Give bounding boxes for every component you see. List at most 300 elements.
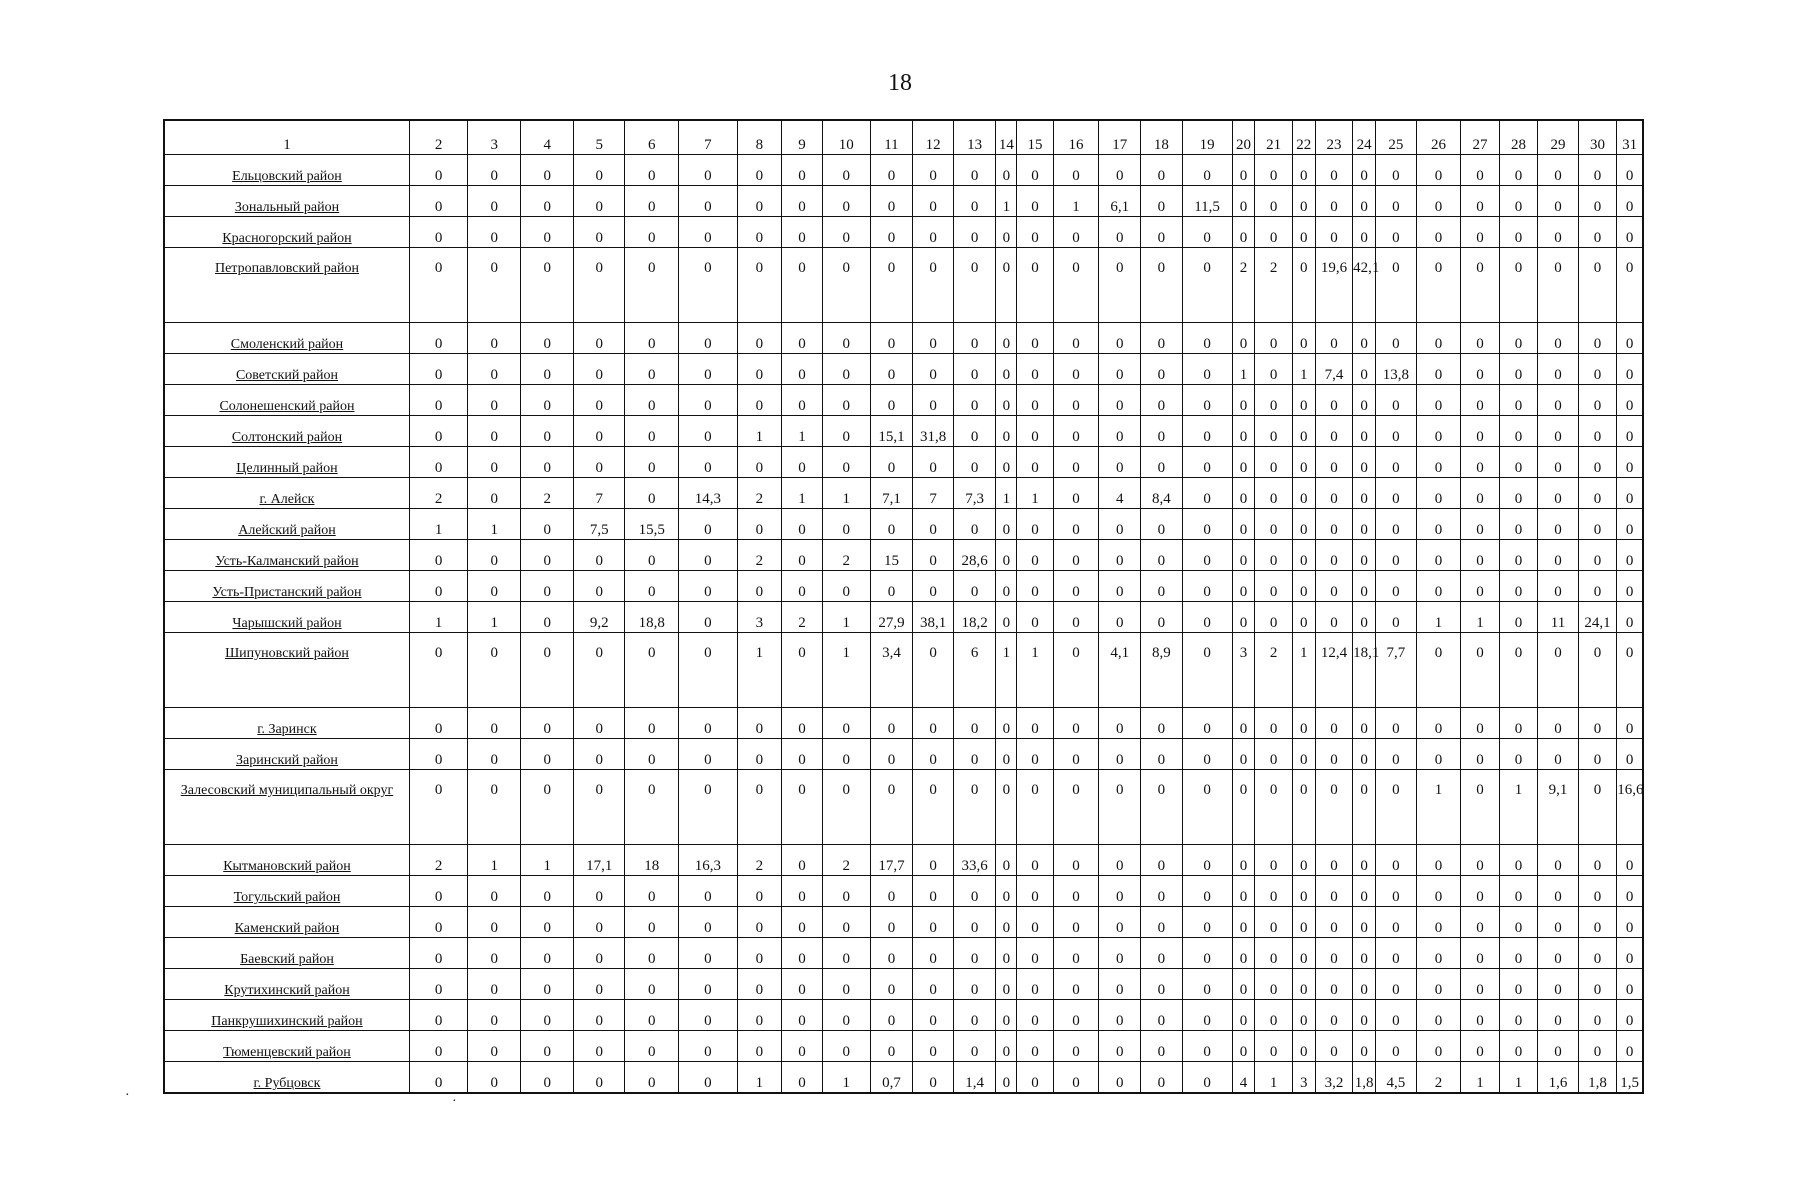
value-cell: 0 bbox=[679, 354, 737, 385]
value-cell: 0 bbox=[1053, 1062, 1099, 1094]
value-cell: 0 bbox=[1182, 770, 1232, 845]
table-row bbox=[164, 907, 1643, 938]
value-cell: 0 bbox=[1099, 907, 1141, 938]
table-row bbox=[164, 1031, 1643, 1062]
value-cell: 0 bbox=[1017, 447, 1053, 478]
page-number: 18 bbox=[888, 70, 912, 96]
value-cell: 0 bbox=[1017, 571, 1053, 602]
value-cell: 0 bbox=[1053, 540, 1099, 571]
value-cell: 0 bbox=[1053, 739, 1099, 770]
value-cell: 0 bbox=[1232, 845, 1255, 876]
value-cell: 0 bbox=[1099, 540, 1141, 571]
value-cell: 0 bbox=[574, 248, 625, 323]
value-cell: 0 bbox=[625, 416, 679, 447]
district-name-cell: Крутихинский район bbox=[164, 969, 409, 1000]
value-cell: 0 bbox=[782, 447, 823, 478]
value-cell: 0 bbox=[468, 354, 521, 385]
value-cell: 0 bbox=[1416, 248, 1461, 323]
value-cell: 0 bbox=[1099, 416, 1141, 447]
value-cell: 0 bbox=[679, 633, 737, 708]
value-cell: 1 bbox=[996, 633, 1017, 708]
value-cell: 0 bbox=[1182, 540, 1232, 571]
value-cell: 0 bbox=[1315, 540, 1352, 571]
value-cell: 0 bbox=[737, 907, 782, 938]
value-cell: 0 bbox=[1353, 770, 1376, 845]
value-cell: 0 bbox=[1141, 602, 1183, 633]
value-cell: 0 bbox=[1416, 708, 1461, 739]
value-cell: 0 bbox=[1099, 217, 1141, 248]
value-cell: 0 bbox=[1416, 969, 1461, 1000]
district-name-cell: Кытмановский район bbox=[164, 845, 409, 876]
value-cell: 0 bbox=[1232, 876, 1255, 907]
value-cell: 0 bbox=[1416, 186, 1461, 217]
value-cell: 1 bbox=[822, 602, 870, 633]
value-cell: 0 bbox=[1315, 1000, 1352, 1031]
district-name-cell: Залесовский муниципальный округ bbox=[164, 770, 409, 845]
district-name-cell: Солонешенский район bbox=[164, 385, 409, 416]
value-cell: 0 bbox=[1353, 1031, 1376, 1062]
table-row bbox=[164, 1000, 1643, 1031]
value-cell: 0 bbox=[468, 155, 521, 186]
value-cell: 0 bbox=[1292, 845, 1315, 876]
value-cell: 0 bbox=[1255, 385, 1292, 416]
value-cell: 0 bbox=[1017, 217, 1053, 248]
value-cell: 4 bbox=[1232, 1062, 1255, 1094]
value-cell: 0 bbox=[625, 633, 679, 708]
value-cell: 0 bbox=[1617, 907, 1643, 938]
value-cell: 0 bbox=[996, 509, 1017, 540]
value-cell: 0 bbox=[521, 571, 574, 602]
value-cell: 0 bbox=[1461, 416, 1499, 447]
value-cell: 0 bbox=[1416, 938, 1461, 969]
value-cell: 1,6 bbox=[1538, 1062, 1579, 1094]
table-row bbox=[164, 770, 1643, 845]
value-cell: 0 bbox=[1017, 876, 1053, 907]
value-cell: 0 bbox=[625, 248, 679, 323]
value-cell: 0 bbox=[409, 770, 467, 845]
value-cell: 0 bbox=[1053, 1031, 1099, 1062]
value-cell: 7 bbox=[574, 478, 625, 509]
value-cell: 0 bbox=[822, 1031, 870, 1062]
value-cell: 0 bbox=[1617, 478, 1643, 509]
value-cell: 0 bbox=[468, 708, 521, 739]
value-cell: 0 bbox=[468, 248, 521, 323]
value-cell: 0 bbox=[1255, 571, 1292, 602]
column-header: 2 bbox=[409, 120, 467, 155]
value-cell: 0 bbox=[913, 447, 954, 478]
value-cell: 0 bbox=[409, 633, 467, 708]
value-cell: 0 bbox=[679, 540, 737, 571]
value-cell: 0 bbox=[574, 1031, 625, 1062]
value-cell: 0 bbox=[1376, 708, 1417, 739]
column-header: 10 bbox=[822, 120, 870, 155]
value-cell: 0 bbox=[1376, 739, 1417, 770]
value-cell: 0 bbox=[1292, 509, 1315, 540]
column-header: 27 bbox=[1461, 120, 1499, 155]
value-cell: 0 bbox=[1053, 907, 1099, 938]
value-cell: 0 bbox=[1315, 739, 1352, 770]
table-row bbox=[164, 938, 1643, 969]
value-cell: 0 bbox=[1053, 602, 1099, 633]
value-cell: 0 bbox=[1292, 186, 1315, 217]
value-cell: 0 bbox=[1416, 509, 1461, 540]
district-name-cell: г. Заринск bbox=[164, 708, 409, 739]
value-cell: 0 bbox=[913, 354, 954, 385]
table-row bbox=[164, 602, 1643, 633]
column-header: 17 bbox=[1099, 120, 1141, 155]
value-cell: 0 bbox=[1416, 354, 1461, 385]
value-cell: 0 bbox=[1461, 354, 1499, 385]
value-cell: 0 bbox=[409, 217, 467, 248]
value-cell: 16,6 bbox=[1617, 770, 1643, 845]
value-cell: 0 bbox=[996, 739, 1017, 770]
district-name-cell: Шипуновский район bbox=[164, 633, 409, 708]
value-cell: 0 bbox=[1578, 571, 1616, 602]
value-cell: 0 bbox=[1617, 385, 1643, 416]
value-cell: 4,5 bbox=[1376, 1062, 1417, 1094]
value-cell: 0 bbox=[1017, 509, 1053, 540]
district-name-cell: Зональный район bbox=[164, 186, 409, 217]
value-cell: 1,5 bbox=[1617, 1062, 1643, 1094]
value-cell: 0 bbox=[574, 447, 625, 478]
value-cell: 0 bbox=[521, 876, 574, 907]
value-cell: 7 bbox=[913, 478, 954, 509]
table-row bbox=[164, 478, 1643, 509]
value-cell: 0 bbox=[1353, 354, 1376, 385]
value-cell: 0 bbox=[782, 969, 823, 1000]
value-cell: 0 bbox=[782, 571, 823, 602]
value-cell: 0 bbox=[625, 938, 679, 969]
value-cell: 0 bbox=[468, 447, 521, 478]
scan-speck: · bbox=[452, 1094, 457, 1109]
value-cell: 0 bbox=[1617, 571, 1643, 602]
value-cell: 0 bbox=[1461, 1000, 1499, 1031]
value-cell: 0 bbox=[996, 354, 1017, 385]
value-cell: 0 bbox=[1141, 354, 1183, 385]
value-cell: 0 bbox=[1617, 845, 1643, 876]
value-cell: 0 bbox=[409, 323, 467, 354]
value-cell: 0 bbox=[1141, 509, 1183, 540]
value-cell: 0 bbox=[996, 907, 1017, 938]
value-cell: 0 bbox=[521, 155, 574, 186]
value-cell: 9,1 bbox=[1538, 770, 1579, 845]
value-cell: 0 bbox=[1232, 1000, 1255, 1031]
value-cell: 11 bbox=[1538, 602, 1579, 633]
value-cell: 0 bbox=[1141, 416, 1183, 447]
value-cell: 0 bbox=[1232, 217, 1255, 248]
value-cell: 0 bbox=[1499, 739, 1537, 770]
column-header: 1 bbox=[164, 120, 409, 155]
value-cell: 0 bbox=[1182, 478, 1232, 509]
value-cell: 13,8 bbox=[1376, 354, 1417, 385]
column-header: 8 bbox=[737, 120, 782, 155]
value-cell: 0 bbox=[822, 571, 870, 602]
value-cell: 0 bbox=[574, 323, 625, 354]
value-cell: 0 bbox=[679, 217, 737, 248]
value-cell: 0 bbox=[822, 1000, 870, 1031]
value-cell: 6,1 bbox=[1099, 186, 1141, 217]
value-cell: 0 bbox=[1017, 354, 1053, 385]
value-cell: 0 bbox=[1017, 1062, 1053, 1094]
value-cell: 0 bbox=[625, 1062, 679, 1094]
value-cell: 0 bbox=[521, 416, 574, 447]
value-cell: 1 bbox=[1499, 770, 1537, 845]
value-cell: 0 bbox=[468, 907, 521, 938]
value-cell: 0 bbox=[468, 969, 521, 1000]
column-header: 18 bbox=[1141, 120, 1183, 155]
value-cell: 0 bbox=[1353, 1000, 1376, 1031]
value-cell: 0 bbox=[737, 770, 782, 845]
value-cell: 0 bbox=[521, 633, 574, 708]
column-header: 28 bbox=[1499, 120, 1537, 155]
value-cell: 0 bbox=[1416, 845, 1461, 876]
value-cell: 18,8 bbox=[625, 602, 679, 633]
value-cell: 0 bbox=[1461, 708, 1499, 739]
value-cell: 0 bbox=[1182, 509, 1232, 540]
value-cell: 0 bbox=[996, 938, 1017, 969]
value-cell: 0 bbox=[1099, 708, 1141, 739]
value-cell: 0 bbox=[1182, 155, 1232, 186]
scan-speck: · bbox=[125, 1088, 130, 1103]
value-cell: 0 bbox=[1538, 938, 1579, 969]
value-cell: 0 bbox=[679, 770, 737, 845]
value-cell: 0 bbox=[468, 1031, 521, 1062]
value-cell: 0 bbox=[1099, 770, 1141, 845]
column-header: 30 bbox=[1578, 120, 1616, 155]
value-cell: 0 bbox=[1017, 1031, 1053, 1062]
value-cell: 0 bbox=[1353, 571, 1376, 602]
value-cell: 1 bbox=[1292, 633, 1315, 708]
value-cell: 0 bbox=[1353, 416, 1376, 447]
value-cell: 0 bbox=[1461, 385, 1499, 416]
column-header: 26 bbox=[1416, 120, 1461, 155]
value-cell: 0 bbox=[737, 571, 782, 602]
district-name-cell: Петропавловский район bbox=[164, 248, 409, 323]
value-cell: 0 bbox=[679, 739, 737, 770]
district-name-cell: Панкрушихинский район bbox=[164, 1000, 409, 1031]
value-cell: 0 bbox=[737, 248, 782, 323]
value-cell: 0 bbox=[1578, 708, 1616, 739]
value-cell: 0 bbox=[1376, 770, 1417, 845]
value-cell: 0 bbox=[1017, 323, 1053, 354]
value-cell: 0 bbox=[737, 447, 782, 478]
value-cell: 0 bbox=[1292, 447, 1315, 478]
value-cell: 0 bbox=[1141, 708, 1183, 739]
value-cell: 0 bbox=[521, 1000, 574, 1031]
value-cell: 0 bbox=[913, 907, 954, 938]
value-cell: 0 bbox=[913, 938, 954, 969]
value-cell: 0 bbox=[1461, 571, 1499, 602]
value-cell: 0 bbox=[1315, 907, 1352, 938]
value-cell: 0 bbox=[1617, 248, 1643, 323]
value-cell: 0 bbox=[409, 540, 467, 571]
district-name-cell: Алейский район bbox=[164, 509, 409, 540]
value-cell: 0 bbox=[1578, 845, 1616, 876]
value-cell: 0 bbox=[822, 323, 870, 354]
value-cell: 0 bbox=[1578, 155, 1616, 186]
value-cell: 0 bbox=[1017, 739, 1053, 770]
value-cell: 0 bbox=[782, 1062, 823, 1094]
value-cell: 0 bbox=[468, 385, 521, 416]
value-cell: 0 bbox=[1053, 633, 1099, 708]
table-row bbox=[164, 385, 1643, 416]
value-cell: 0 bbox=[737, 708, 782, 739]
value-cell: 0 bbox=[1053, 571, 1099, 602]
value-cell: 0 bbox=[1353, 217, 1376, 248]
value-cell: 0 bbox=[1617, 217, 1643, 248]
value-cell: 0 bbox=[1461, 248, 1499, 323]
value-cell: 0 bbox=[1292, 602, 1315, 633]
value-cell: 0 bbox=[1315, 186, 1352, 217]
value-cell: 0 bbox=[521, 602, 574, 633]
value-cell: 0 bbox=[1353, 708, 1376, 739]
value-cell: 0 bbox=[953, 708, 996, 739]
value-cell: 0 bbox=[1461, 1031, 1499, 1062]
value-cell: 0 bbox=[1461, 876, 1499, 907]
value-cell: 0 bbox=[1376, 385, 1417, 416]
value-cell: 0 bbox=[737, 385, 782, 416]
value-cell: 0 bbox=[1232, 540, 1255, 571]
value-cell: 0 bbox=[953, 1031, 996, 1062]
value-cell: 0 bbox=[913, 1031, 954, 1062]
column-header: 4 bbox=[521, 120, 574, 155]
value-cell: 0 bbox=[1099, 938, 1141, 969]
value-cell: 0 bbox=[1416, 540, 1461, 571]
table-row bbox=[164, 416, 1643, 447]
value-cell: 0 bbox=[1099, 1000, 1141, 1031]
value-cell: 1 bbox=[468, 509, 521, 540]
value-cell: 0 bbox=[468, 770, 521, 845]
value-cell: 0 bbox=[822, 248, 870, 323]
value-cell: 0 bbox=[870, 907, 913, 938]
value-cell: 0 bbox=[1141, 385, 1183, 416]
value-cell: 0 bbox=[913, 1062, 954, 1094]
value-cell: 0 bbox=[1292, 1000, 1315, 1031]
value-cell: 0 bbox=[870, 938, 913, 969]
column-header: 23 bbox=[1315, 120, 1352, 155]
value-cell: 0 bbox=[409, 354, 467, 385]
value-cell: 0 bbox=[953, 739, 996, 770]
table-row bbox=[164, 217, 1643, 248]
value-cell: 2 bbox=[1255, 248, 1292, 323]
value-cell: 0 bbox=[1499, 708, 1537, 739]
value-cell: 0 bbox=[1461, 217, 1499, 248]
value-cell: 0 bbox=[625, 217, 679, 248]
value-cell: 0 bbox=[1353, 876, 1376, 907]
value-cell: 0 bbox=[1499, 602, 1537, 633]
value-cell: 0 bbox=[1232, 323, 1255, 354]
value-cell: 0 bbox=[1182, 633, 1232, 708]
value-cell: 0,7 bbox=[870, 1062, 913, 1094]
district-name-cell: Тогульский район bbox=[164, 876, 409, 907]
value-cell: 1 bbox=[782, 416, 823, 447]
value-cell: 0 bbox=[409, 708, 467, 739]
value-cell: 0 bbox=[521, 739, 574, 770]
value-cell: 0 bbox=[1292, 1031, 1315, 1062]
column-header: 5 bbox=[574, 120, 625, 155]
value-cell: 0 bbox=[1315, 708, 1352, 739]
value-cell: 11,5 bbox=[1182, 186, 1232, 217]
value-cell: 0 bbox=[953, 969, 996, 1000]
value-cell: 0 bbox=[1315, 509, 1352, 540]
value-cell: 0 bbox=[625, 447, 679, 478]
value-cell: 0 bbox=[409, 739, 467, 770]
value-cell: 0 bbox=[822, 186, 870, 217]
value-cell: 0 bbox=[521, 447, 574, 478]
column-header: 20 bbox=[1232, 120, 1255, 155]
value-cell: 0 bbox=[1017, 969, 1053, 1000]
value-cell: 0 bbox=[913, 323, 954, 354]
value-cell: 0 bbox=[1376, 447, 1417, 478]
value-cell: 0 bbox=[996, 602, 1017, 633]
value-cell: 0 bbox=[1182, 876, 1232, 907]
value-cell: 1 bbox=[822, 1062, 870, 1094]
value-cell: 0 bbox=[1292, 385, 1315, 416]
value-cell: 0 bbox=[625, 907, 679, 938]
value-cell: 0 bbox=[1578, 938, 1616, 969]
value-cell: 0 bbox=[1053, 155, 1099, 186]
value-cell: 0 bbox=[679, 602, 737, 633]
value-cell: 0 bbox=[1141, 323, 1183, 354]
value-cell: 0 bbox=[953, 155, 996, 186]
value-cell: 0 bbox=[1182, 447, 1232, 478]
value-cell: 0 bbox=[913, 876, 954, 907]
value-cell: 0 bbox=[1099, 354, 1141, 385]
value-cell: 0 bbox=[521, 969, 574, 1000]
value-cell: 0 bbox=[679, 509, 737, 540]
value-cell: 0 bbox=[737, 938, 782, 969]
value-cell: 0 bbox=[822, 938, 870, 969]
value-cell: 0 bbox=[870, 571, 913, 602]
value-cell: 0 bbox=[625, 186, 679, 217]
value-cell: 0 bbox=[1538, 876, 1579, 907]
value-cell: 0 bbox=[953, 385, 996, 416]
value-cell: 0 bbox=[1538, 907, 1579, 938]
value-cell: 0 bbox=[1255, 739, 1292, 770]
value-cell: 0 bbox=[1538, 416, 1579, 447]
value-cell: 0 bbox=[1416, 571, 1461, 602]
value-cell: 0 bbox=[521, 938, 574, 969]
value-cell: 0 bbox=[1315, 938, 1352, 969]
value-cell: 0 bbox=[737, 876, 782, 907]
value-cell: 0 bbox=[1182, 217, 1232, 248]
value-cell: 0 bbox=[1376, 217, 1417, 248]
column-header: 29 bbox=[1538, 120, 1579, 155]
value-cell: 0 bbox=[1416, 907, 1461, 938]
value-cell: 0 bbox=[1292, 248, 1315, 323]
value-cell: 0 bbox=[679, 1000, 737, 1031]
value-cell: 0 bbox=[1617, 739, 1643, 770]
value-cell: 0 bbox=[625, 739, 679, 770]
table-row bbox=[164, 969, 1643, 1000]
value-cell: 0 bbox=[1499, 1031, 1537, 1062]
value-cell: 0 bbox=[870, 1000, 913, 1031]
value-cell: 0 bbox=[679, 1062, 737, 1094]
value-cell: 0 bbox=[1255, 1000, 1292, 1031]
value-cell: 0 bbox=[1182, 354, 1232, 385]
value-cell: 0 bbox=[1538, 739, 1579, 770]
value-cell: 0 bbox=[468, 1000, 521, 1031]
value-cell: 0 bbox=[1416, 633, 1461, 708]
value-cell: 2 bbox=[1232, 248, 1255, 323]
value-cell: 0 bbox=[679, 969, 737, 1000]
table-row bbox=[164, 571, 1643, 602]
table-row bbox=[164, 155, 1643, 186]
district-name-cell: Солтонский район bbox=[164, 416, 409, 447]
value-cell: 33,6 bbox=[953, 845, 996, 876]
value-cell: 0 bbox=[1416, 155, 1461, 186]
value-cell: 0 bbox=[1099, 155, 1141, 186]
